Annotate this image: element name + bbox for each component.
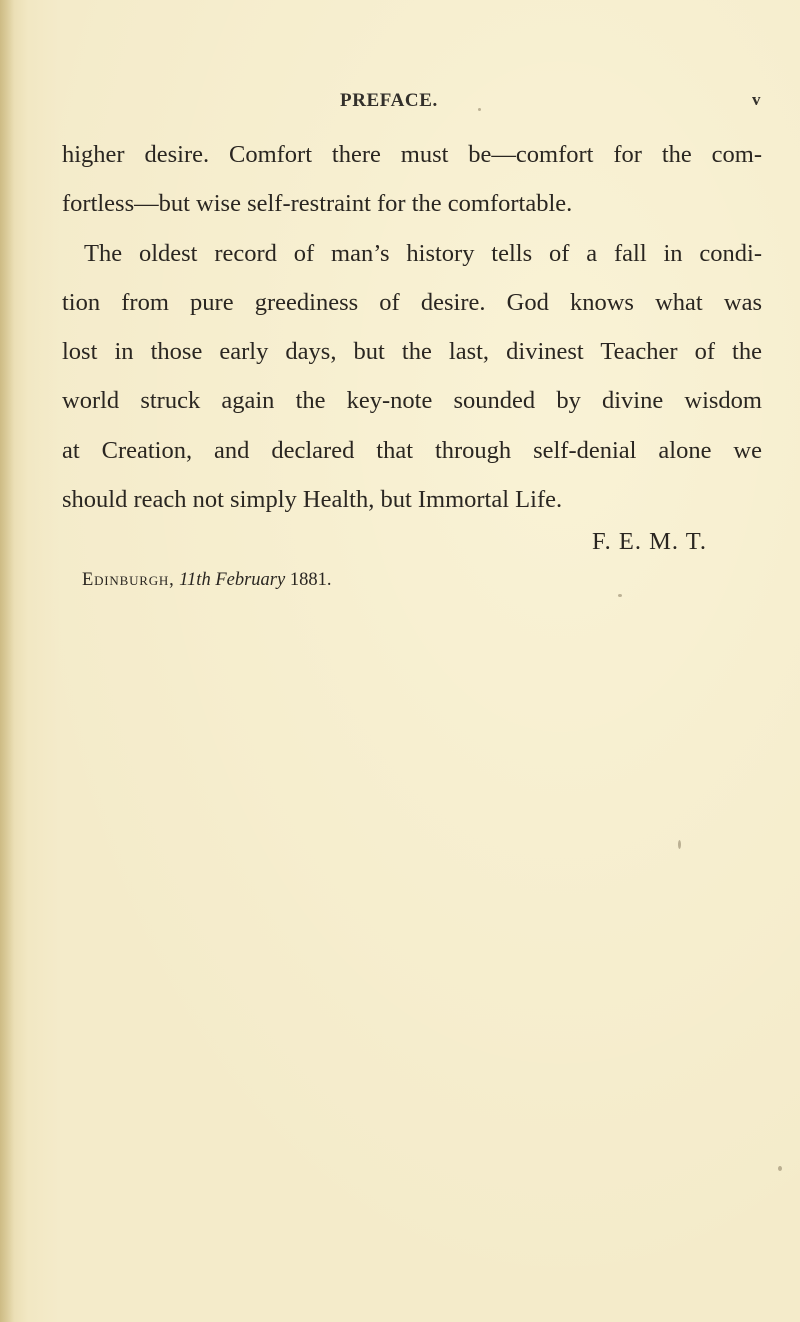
preface-text bbox=[62, 130, 762, 524]
text-line: The oldest record of man’s history tells of a fall in condi- bbox=[84, 239, 762, 267]
text-line: should reach not simply Health, but Immortal Life. bbox=[62, 486, 563, 514]
spine-shadow bbox=[0, 0, 14, 1322]
author-initials: F. E. M. T. bbox=[592, 528, 707, 555]
dateline-month: February bbox=[215, 570, 286, 590]
dateline-day: 11th bbox=[179, 570, 211, 590]
dateline-year: 1881. bbox=[289, 570, 332, 590]
text-line: at Creation, and declared that through self-denial alone we bbox=[62, 436, 762, 464]
dateline-place: Edinburgh, bbox=[82, 570, 175, 590]
paper-speck bbox=[678, 840, 681, 849]
running-head bbox=[0, 90, 800, 114]
text-line: fortless—but wise self-restraint for the comfortable. bbox=[62, 190, 573, 218]
text-line: world struck again the key-note sounded by divine wisdom bbox=[62, 387, 762, 415]
text-line: tion from pure greediness of desire. God knows what was bbox=[62, 288, 762, 316]
text-line: higher desire. Comfort there must be—comfort for the com- bbox=[62, 141, 762, 168]
paper-speck bbox=[478, 108, 481, 111]
running-head-title: PREFACE. bbox=[340, 90, 438, 111]
text-line: lost in those early days, but the last, divinest Teacher of the bbox=[62, 338, 762, 366]
paper-speck bbox=[618, 594, 622, 597]
dateline bbox=[82, 570, 331, 591]
page-number: v bbox=[752, 90, 761, 109]
paper-speck bbox=[778, 1166, 782, 1171]
